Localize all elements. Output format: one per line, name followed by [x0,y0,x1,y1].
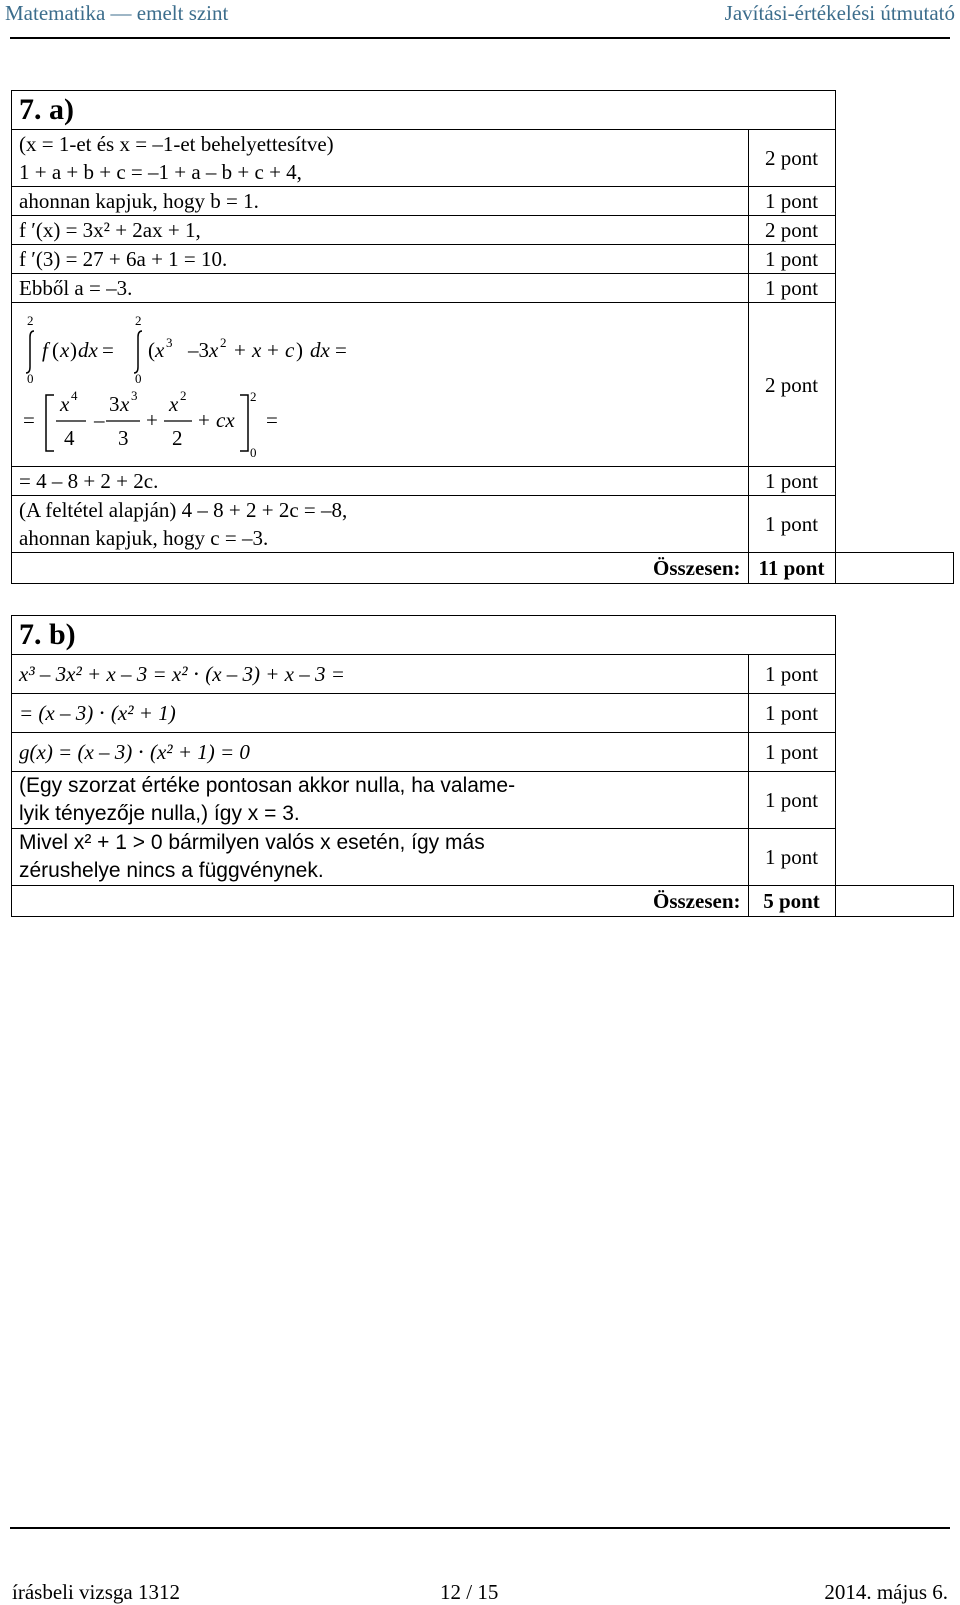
part-a-total-points: 11 pont [748,553,835,584]
part-b-formula-2: = (x – 3) ⋅ (x² + 1) [19,701,176,725]
svg-text:2: 2 [180,388,187,403]
svg-text:+: + [146,408,158,432]
part-b-points-1: 1 pont [748,655,835,694]
part-a-points-7: 1 pont [748,467,835,496]
part-b-step-3 [12,733,749,772]
svg-text:x: x [169,392,179,416]
footer-date: 2014. május 6. [824,1580,948,1604]
svg-text:2: 2 [27,313,34,328]
svg-text:3: 3 [109,392,120,416]
svg-text:c: c [285,338,295,362]
svg-text:=: = [23,408,35,432]
part-b-table [11,615,954,917]
svg-text:x: x [155,338,165,362]
footer-page-number: 12 / 15 [440,1580,499,1604]
part-a-step-3: f ′(x) = 3x² + 2ax + 1, [12,216,749,245]
part-b-total-points: 5 pont [748,886,835,917]
part-b-title: 7. b) [12,616,836,655]
footer-exam-code: írásbeli vizsga 1312 [12,1580,180,1604]
part-b-formula-1: x³ – 3x² + x – 3 = x² ⋅ (x – 3) + x – 3 = [19,662,345,686]
svg-text:=: = [266,408,278,432]
part-b-points-5: 1 pont [748,829,835,886]
header-rule [10,37,950,39]
part-a-step-7: = 4 – 8 + 2 + 2c. [12,467,749,496]
svg-text:3: 3 [118,426,129,450]
part-b-step-4: (Egy szorzat értéke pontosan akkor nulla, ha valame- lyik tényezője nulla,) így x = 3. [12,772,749,829]
svg-text:3: 3 [131,388,138,403]
header-subject: Matematika — emelt szint [5,1,229,25]
svg-text:=: = [102,338,114,362]
svg-text:x: x [120,392,130,416]
part-a-points-8: 1 pont [748,496,835,553]
part-a-points-3: 2 pont [748,216,835,245]
svg-text:+: + [267,338,279,362]
svg-text:f: f [42,338,48,362]
svg-text:2: 2 [172,426,183,450]
svg-text:x: x [252,338,262,362]
svg-text:(: ( [52,338,59,362]
part-b-step-2 [12,694,749,733]
svg-text:2: 2 [250,389,257,404]
part-a-step-8: (A feltétel alapján) 4 – 8 + 2 + 2c = –8, ahonnan kapjuk, hogy c = –3. [12,496,749,553]
part-a-title: 7. a) [12,91,836,130]
part-a-table [11,90,954,584]
svg-text:–: – [94,408,105,432]
part-a-points-1: 2 pont [748,130,835,187]
svg-text:0: 0 [135,371,142,386]
svg-text:0: 0 [250,445,257,459]
part-a-points-4: 1 pont [748,245,835,274]
integral-formula-svg [12,303,552,459]
part-b-total-label: Összesen: [12,886,749,917]
svg-text:(: ( [148,338,155,362]
part-a-points-2: 1 pont [748,187,835,216]
header-doc-type: Javítási-értékelési útmutató [724,1,955,25]
part-a-integral-formula [12,303,749,467]
part-b-points-3: 1 pont [748,733,835,772]
svg-text:+: + [198,408,210,432]
part-a-points-6: 2 pont [748,303,835,467]
svg-text:x: x [209,338,219,362]
svg-text:4: 4 [71,388,78,403]
svg-text:dx: dx [310,338,330,362]
part-a-step-5: Ebből a = –3. [12,274,749,303]
svg-text:3: 3 [166,335,173,350]
svg-text:–3: –3 [188,338,209,362]
svg-text:2: 2 [135,313,142,328]
page-header [0,0,960,36]
svg-text:dx: dx [78,338,98,362]
part-b-points-4: 1 pont [748,772,835,829]
part-a-step-2: ahonnan kapjuk, hogy b = 1. [12,187,749,216]
footer-rule [10,1527,950,1529]
part-b-points-2: 1 pont [748,694,835,733]
svg-text:): ) [296,338,303,362]
svg-text:x: x [60,338,70,362]
svg-text:4: 4 [64,426,75,450]
svg-text:cx: cx [216,408,235,432]
svg-text:+: + [234,338,246,362]
part-b-step-5: Mivel x² + 1 > 0 bármilyen valós x esetén, így más zérushelye nincs a függvénynek. [12,829,749,886]
part-b-formula-3: g(x) = (x – 3) ⋅ (x² + 1) = 0 [19,740,250,764]
svg-text:2: 2 [220,335,227,350]
part-b-step-1 [12,655,749,694]
part-a-total-label: Összesen: [12,553,749,584]
part-a-step-1: (x = 1-et és x = –1-et behelyettesítve) 1 + a + b + c = –1 + a – b + c + 4, [12,130,749,187]
part-a-points-5: 1 pont [748,274,835,303]
svg-text:=: = [335,338,347,362]
svg-text:0: 0 [27,371,34,386]
svg-text:): ) [70,338,77,362]
part-a-step-4: f ′(3) = 27 + 6a + 1 = 10. [12,245,749,274]
svg-text:x: x [60,392,70,416]
